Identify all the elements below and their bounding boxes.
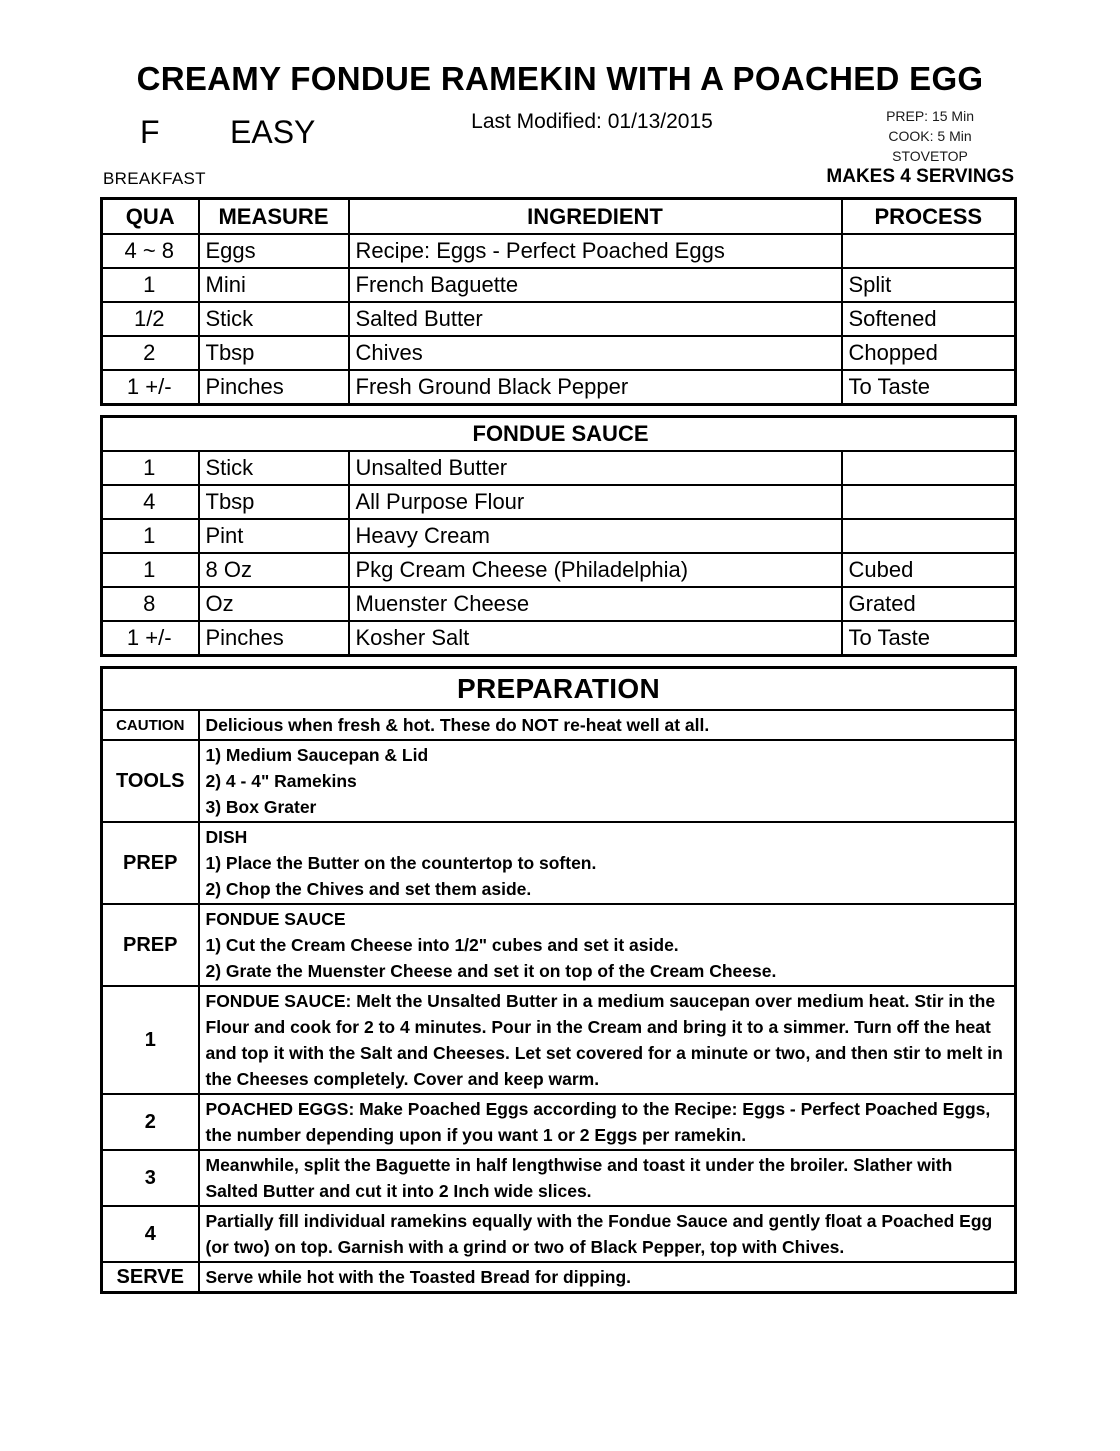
preparation-title: PREPARATION (102, 668, 1016, 711)
prep-bold-prefix: POACHED EGGS: (205, 1099, 355, 1119)
ingredients-header-row (102, 199, 1016, 235)
ingredient-cell: Fresh Ground Black Pepper (349, 370, 842, 405)
ingredient-cell: Recipe: Eggs - Perfect Poached Eggs (349, 234, 842, 268)
prep-time-label: PREP: 15 Min (886, 108, 974, 124)
preparation-row (102, 986, 1016, 1094)
process-cell: Split (842, 268, 1016, 302)
prep-bold-prefix: FONDUE SAUCE: (205, 991, 352, 1011)
qua-cell: 8 (102, 587, 199, 621)
ingredient-cell: Muenster Cheese (349, 587, 842, 621)
prep-body-cell (199, 986, 1016, 1094)
prep-text: Partially fill individual ramekins equally with the Fondue Sauce and gently float a Poached Egg (or two) on top. Garnish with a grind or two of Black Pepper, top with Chives. (205, 1211, 993, 1257)
ingredient-row (102, 336, 1016, 370)
prep-label-cell: PREP (102, 822, 199, 904)
recipe-header (0, 0, 1120, 197)
preparation-title-row (102, 668, 1016, 711)
column-header-qua: QUA (102, 199, 199, 235)
qua-cell: 1 (102, 519, 199, 553)
measure-cell: Mini (199, 268, 349, 302)
difficulty-label: EASY (230, 114, 316, 150)
measure-cell: 8 Oz (199, 553, 349, 587)
prep-label-cell: 3 (102, 1150, 199, 1206)
prep-item-line: 3) Box Grater (205, 797, 317, 817)
process-cell: Grated (842, 587, 1016, 621)
ingredient-row (102, 519, 1016, 553)
prep-label-cell: 1 (102, 986, 199, 1094)
preparation-row (102, 1206, 1016, 1262)
column-header-process: PROCESS (842, 199, 1016, 235)
prep-item-line: 2) Grate the Muenster Cheese and set it on top of the Cream Cheese. (205, 961, 777, 981)
ingredient-row (102, 485, 1016, 519)
prep-body-cell (199, 1150, 1016, 1206)
category-label: BREAKFAST (103, 169, 206, 188)
ingredient-row (102, 621, 1016, 656)
measure-cell: Eggs (199, 234, 349, 268)
prep-item-line: 2) 4 - 4" Ramekins (205, 771, 357, 791)
prep-text: Delicious when fresh & hot. These do NOT re-heat well at all. (205, 715, 710, 735)
ingredient-row (102, 553, 1016, 587)
qua-cell: 1/2 (102, 302, 199, 336)
process-cell (842, 519, 1016, 553)
ingredient-cell: Chives (349, 336, 842, 370)
column-header-ingredient: INGREDIENT (349, 199, 842, 235)
qua-cell: 4 (102, 485, 199, 519)
preparation-row (102, 1262, 1016, 1293)
cook-time-label: COOK: 5 Min (888, 128, 972, 144)
measure-cell: Pinches (199, 370, 349, 405)
ingredient-cell: Heavy Cream (349, 519, 842, 553)
recipe-code: F (140, 114, 160, 150)
qua-cell: 1 (102, 268, 199, 302)
ingredient-row (102, 234, 1016, 268)
qua-cell: 4 ~ 8 (102, 234, 199, 268)
prep-label-cell: PREP (102, 904, 199, 986)
ingredient-cell: Kosher Salt (349, 621, 842, 656)
prep-label-cell: SERVE (102, 1262, 199, 1293)
recipe-title: CREAMY FONDUE RAMEKIN WITH A POACHED EGG (136, 60, 984, 97)
qua-cell: 1 (102, 553, 199, 587)
ingredient-cell: All Purpose Flour (349, 485, 842, 519)
ingredients-table (100, 197, 1017, 406)
prep-body-cell (199, 1094, 1016, 1150)
time-info-block (886, 106, 974, 166)
qua-cell: 1 +/- (102, 621, 199, 656)
measure-cell: Pinches (199, 621, 349, 656)
prep-body-cell (199, 904, 1016, 986)
prep-item-line: 1) Cut the Cream Cheese into 1/2" cubes and set it aside. (205, 935, 679, 955)
prep-text: Serve while hot with the Toasted Bread for dipping. (205, 1267, 632, 1287)
process-cell (842, 234, 1016, 268)
qua-cell: 2 (102, 336, 199, 370)
process-cell (842, 451, 1016, 485)
ingredient-cell: French Baguette (349, 268, 842, 302)
prep-item-line: 1) Medium Saucepan & Lid (205, 745, 429, 765)
measure-cell: Stick (199, 302, 349, 336)
ingredient-row (102, 370, 1016, 405)
measure-cell: Stick (199, 451, 349, 485)
servings-label: MAKES 4 SERVINGS (826, 166, 1014, 187)
measure-cell: Oz (199, 587, 349, 621)
column-header-measure: MEASURE (199, 199, 349, 235)
prep-body-cell (199, 740, 1016, 822)
prep-body-cell (199, 710, 1016, 740)
prep-label-cell: 2 (102, 1094, 199, 1150)
preparation-row (102, 904, 1016, 986)
process-cell: Chopped (842, 336, 1016, 370)
ingredient-row (102, 268, 1016, 302)
ingredient-row (102, 587, 1016, 621)
process-cell: Softened (842, 302, 1016, 336)
measure-cell: Tbsp (199, 336, 349, 370)
preparation-table (100, 666, 1017, 1294)
qua-cell: 1 +/- (102, 370, 199, 405)
prep-text: POACHED EGGS: Make Poached Eggs according to the Recipe: Eggs - Perfect Poached Eggs, the number depending upon if you want 1 or 2 Eggs per ramekin. (205, 1099, 991, 1145)
fondue-sauce-title: FONDUE SAUCE (102, 417, 1016, 452)
prep-body-cell (199, 1262, 1016, 1293)
prep-item-line: 2) Chop the Chives and set them aside. (205, 879, 532, 899)
ingredient-row (102, 302, 1016, 336)
fondue-sauce-table (100, 415, 1017, 657)
prep-text: Meanwhile, split the Baguette in half lengthwise and toast it under the broiler. Slather with Salted Butter and cut it into 2 Inch wide slices. (205, 1155, 953, 1201)
prep-item-line: 1) Place the Butter on the countertop to soften. (205, 853, 597, 873)
preparation-row (102, 1094, 1016, 1150)
last-modified-label: Last Modified: 01/13/2015 (471, 110, 713, 133)
prep-label-cell: CAUTION (102, 710, 199, 740)
prep-label-cell: 4 (102, 1206, 199, 1262)
process-cell: To Taste (842, 621, 1016, 656)
process-cell: To Taste (842, 370, 1016, 405)
measure-cell: Pint (199, 519, 349, 553)
preparation-row (102, 822, 1016, 904)
ingredient-cell: Pkg Cream Cheese (Philadelphia) (349, 553, 842, 587)
prep-body-cell (199, 1206, 1016, 1262)
measure-cell: Tbsp (199, 485, 349, 519)
preparation-row (102, 710, 1016, 740)
process-cell (842, 485, 1016, 519)
preparation-row (102, 1150, 1016, 1206)
preparation-row (102, 740, 1016, 822)
process-cell: Cubed (842, 553, 1016, 587)
prep-heading-line: DISH (205, 827, 248, 847)
prep-heading-line: FONDUE SAUCE (205, 909, 346, 929)
cook-method-label: STOVETOP (892, 148, 968, 164)
fondue-sauce-title-row (102, 417, 1016, 452)
ingredient-cell: Salted Butter (349, 302, 842, 336)
prep-text: FONDUE SAUCE: Melt the Unsalted Butter in a medium saucepan over medium heat. Stir in the Flour and cook for 2 to 4 minutes. Pour in the Cream and bring it to a simmer. Turn off the heat and top it with the Salt and Cheeses. Let set covered for a minute or two, and then stir to melt in the Cheeses completely. Cover and keep warm. (205, 991, 1003, 1089)
ingredient-row (102, 451, 1016, 485)
prep-body-cell (199, 822, 1016, 904)
prep-label-cell: TOOLS (102, 740, 199, 822)
qua-cell: 1 (102, 451, 199, 485)
ingredient-cell: Unsalted Butter (349, 451, 842, 485)
